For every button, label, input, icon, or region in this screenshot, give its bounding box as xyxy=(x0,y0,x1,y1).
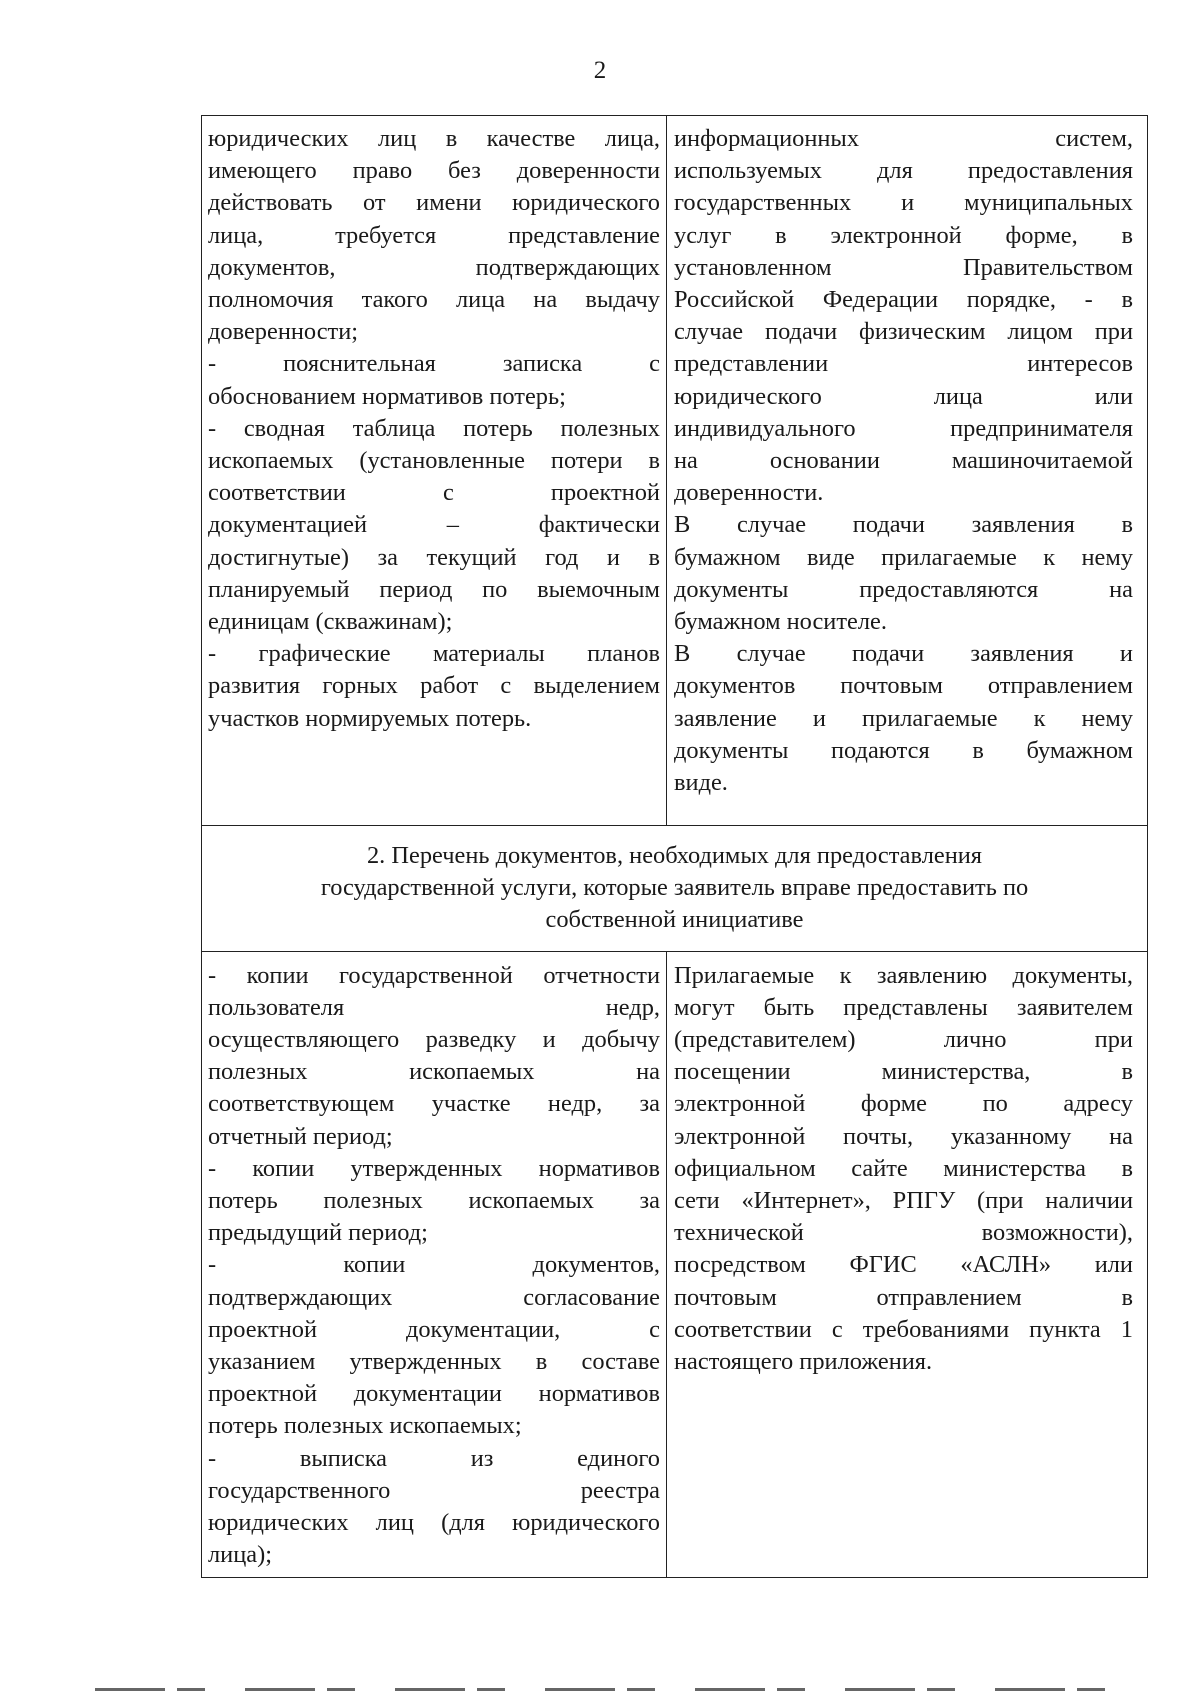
text-line: документов, подтверждающих xyxy=(208,253,660,281)
text-line: Российской Федерации порядке, - в xyxy=(674,286,1133,314)
text-line: проектной документации, с xyxy=(208,1315,660,1343)
table-row-optional-documents xyxy=(202,951,1148,1578)
text-line: сети «Интернет», РПГУ (при наличии xyxy=(674,1187,1133,1215)
text-line: документов почтовым отправлением xyxy=(674,672,1133,700)
text-line: предыдущий период; xyxy=(208,1219,428,1247)
scan-edge-artifact xyxy=(95,1688,1105,1691)
text-line: доверенности; xyxy=(208,318,359,346)
text-line: Прилагаемые к заявлению документы, xyxy=(674,961,1133,989)
text-line: - выписка из единого xyxy=(208,1444,660,1472)
section-heading xyxy=(202,826,1148,952)
table-row-continuation xyxy=(202,116,1148,826)
text-line: почтовым отправлением в xyxy=(674,1283,1133,1311)
text-line: информационных систем, xyxy=(674,125,1133,152)
text-line: участков нормируемых потерь. xyxy=(208,704,532,732)
text-line: обоснованием нормативов потерь; xyxy=(208,382,566,410)
cell-documents-required xyxy=(202,116,667,826)
cell-optional-submission xyxy=(667,951,1148,1578)
text-line: имеющего право без доверенности xyxy=(208,157,660,185)
text-line: проектной документации нормативов xyxy=(208,1380,660,1408)
cell-text xyxy=(667,952,1147,1385)
text-line: лица, требуется представление xyxy=(208,221,660,249)
text-line: настоящего приложения. xyxy=(674,1348,933,1376)
table-row-heading xyxy=(202,826,1148,952)
text-line: доверенности. xyxy=(674,479,824,507)
text-line: (представителем) лично при xyxy=(674,1026,1133,1054)
text-line: технической возможности), xyxy=(674,1219,1133,1247)
text-line: используемых для предоставления xyxy=(674,157,1133,185)
text-line: посредством ФГИС «АСЛН» или xyxy=(674,1251,1133,1279)
text-line: В случае подачи заявления и xyxy=(674,640,1133,668)
text-line: соответствующем участке недр, за xyxy=(208,1090,660,1118)
text-line: документы подаются в бумажном xyxy=(674,736,1133,764)
text-line: полномочия такого лица на выдачу xyxy=(208,286,660,314)
text-line: достигнутые) за текущий год и в xyxy=(208,543,660,571)
text-line: потерь полезных ископаемых за xyxy=(208,1187,660,1215)
text-line: могут быть представлены заявителем xyxy=(674,993,1133,1021)
text-line: развития горных работ с выделением xyxy=(208,672,660,700)
text-line: соответствии с требованиями пункта 1 xyxy=(674,1315,1133,1343)
text-line: лица); xyxy=(208,1541,273,1569)
text-line: представлении интересов xyxy=(674,350,1133,378)
text-line: юридических лиц в качестве лица, xyxy=(208,125,660,152)
text-line: отчетный период; xyxy=(208,1122,393,1150)
text-line: государственных и муниципальных xyxy=(674,189,1133,217)
text-line: индивидуального предпринимателя xyxy=(674,414,1133,442)
document-table xyxy=(201,115,1148,1578)
cell-submission-method xyxy=(667,116,1148,826)
text-line: посещении министерства, в xyxy=(674,1058,1133,1086)
text-line: действовать от имени юридического xyxy=(208,189,660,217)
text-line: указанием утвержденных в составе xyxy=(208,1348,660,1376)
section-heading-line: собственной инициативе xyxy=(545,906,804,934)
text-line: полезных ископаемых на xyxy=(208,1058,660,1086)
text-line: подтверждающих согласование xyxy=(208,1283,660,1311)
text-line: государственного реестра xyxy=(208,1476,660,1504)
cell-text xyxy=(202,952,666,1578)
text-line: осуществляющего разведку и добычу xyxy=(208,1026,660,1054)
text-line: заявление и прилагаемые к нему xyxy=(674,704,1133,732)
text-line: ископаемых (установленные потери в xyxy=(208,447,660,475)
section-heading-line: государственной услуги, которые заявитель вправе предоставить по xyxy=(320,874,1029,902)
text-line: - копии утвержденных нормативов xyxy=(208,1154,660,1182)
text-line: электронной почты, указанному на xyxy=(674,1122,1133,1150)
text-line: планируемый период по выемочным xyxy=(208,575,660,603)
text-line: случае подачи физическим лицом при xyxy=(674,318,1133,346)
text-line: - копии документов, xyxy=(208,1251,660,1279)
text-line: - сводная таблица потерь полезных xyxy=(208,414,660,442)
text-line: электронной форме по адресу xyxy=(674,1090,1133,1118)
cell-text xyxy=(667,116,1147,805)
text-line: единицам (скважинам); xyxy=(208,608,453,636)
text-line: потерь полезных ископаемых; xyxy=(208,1412,522,1440)
text-line: юридических лиц (для юридического xyxy=(208,1509,660,1537)
text-line: бумажном носителе. xyxy=(674,608,887,636)
text-line: услуг в электронной форме, в xyxy=(674,221,1133,249)
cell-optional-documents xyxy=(202,951,667,1578)
text-line: - пояснительная записка с xyxy=(208,350,660,378)
text-line: юридического лица или xyxy=(674,382,1133,410)
page-number: 2 xyxy=(593,57,607,84)
cell-text xyxy=(202,116,666,741)
text-line: пользователя недр, xyxy=(208,993,660,1021)
text-line: документы предоставляются на xyxy=(674,575,1133,603)
text-line: документацией – фактически xyxy=(208,511,660,539)
text-line: установленном Правительством xyxy=(674,253,1133,281)
text-line: - копии государственной отчетности xyxy=(208,961,660,989)
text-line: бумажном виде прилагаемые к нему xyxy=(674,543,1133,571)
text-line: В случае подачи заявления в xyxy=(674,511,1133,539)
text-line: виде. xyxy=(674,769,728,797)
text-line: официальном сайте министерства в xyxy=(674,1154,1133,1182)
section-heading-line: 2. Перечень документов, необходимых для предоставления xyxy=(366,842,983,869)
text-line: соответствии с проектной xyxy=(208,479,660,507)
text-line: - графические материалы планов xyxy=(208,640,660,668)
text-line: на основании машиночитаемой xyxy=(674,447,1133,475)
